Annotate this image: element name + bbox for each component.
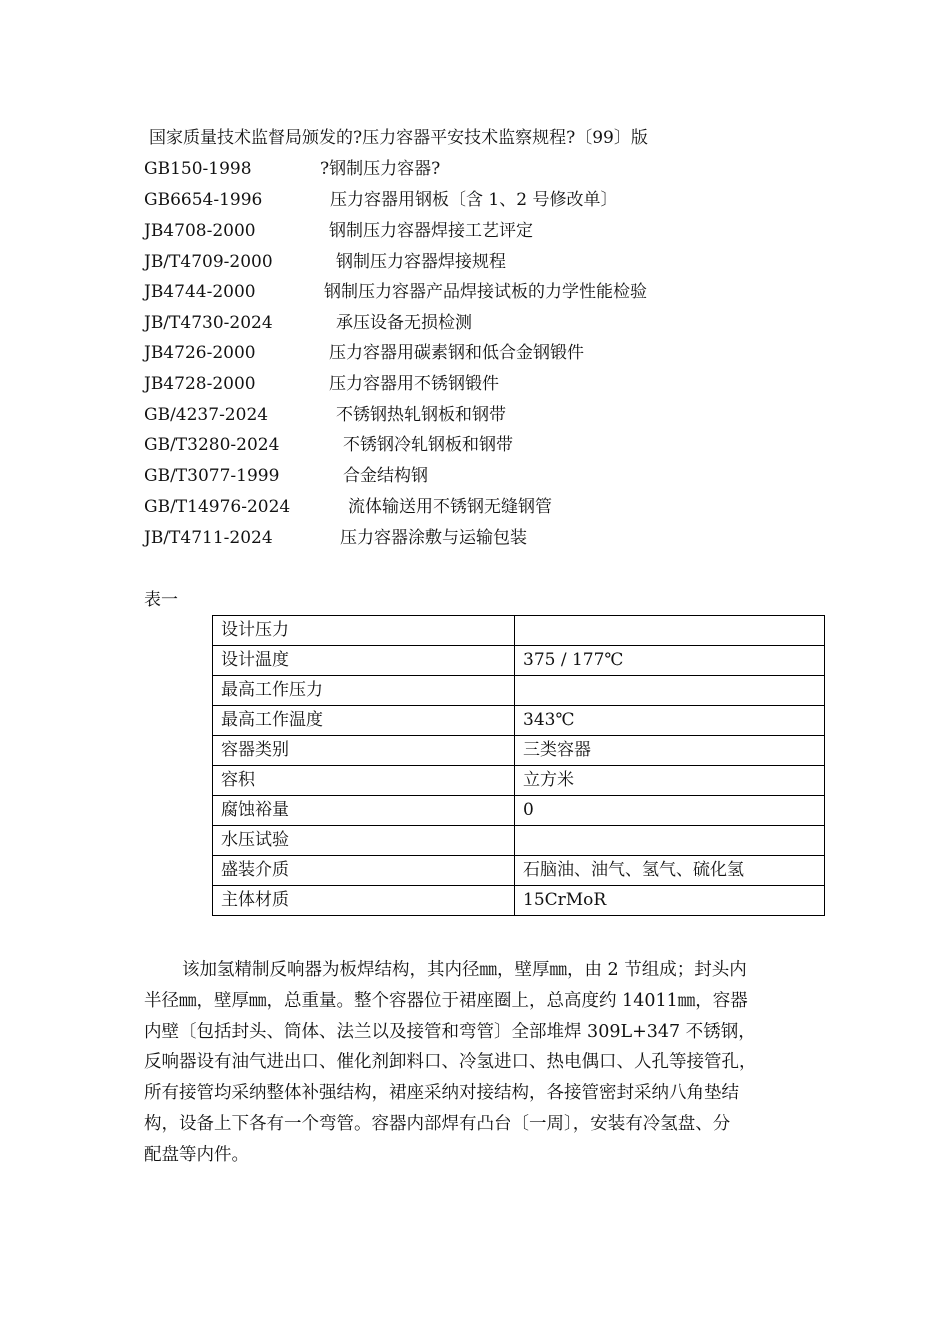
standard-code: GB/T3077-1999 bbox=[144, 466, 280, 486]
paragraph-line-text: 该加氢精制反响器为板焊结构，其内径㎜，壁厚㎜，由 2 节组成；封头内 bbox=[182, 960, 747, 980]
standards-intro: 国家质量技术监督局颁发的?压力容器平安技术监察规程?〔99〕版 bbox=[149, 128, 648, 148]
standard-item bbox=[144, 496, 552, 518]
param-key: 盛装介质 bbox=[213, 856, 515, 886]
standard-code: JB/T4730-2024 bbox=[144, 313, 273, 333]
standard-title: 钢制压力容器焊接工艺评定 bbox=[329, 221, 533, 241]
standard-title: 压力容器用不锈钢锻件 bbox=[329, 374, 499, 394]
standard-title: 压力容器用碳素钢和低合金钢锻件 bbox=[329, 343, 584, 363]
paragraph-line: 配盘等内件。 bbox=[144, 1144, 249, 1165]
param-value: 343℃ bbox=[515, 706, 825, 736]
standard-item bbox=[144, 465, 428, 487]
standard-code: JB/T4711-2024 bbox=[144, 528, 273, 548]
paragraph-line bbox=[144, 955, 824, 986]
param-key: 设计温度 bbox=[213, 646, 515, 676]
standard-code: GB6654-1996 bbox=[144, 190, 263, 210]
standard-code: GB150-1998 bbox=[144, 159, 252, 179]
table-row bbox=[213, 706, 825, 736]
table-row bbox=[213, 856, 825, 886]
standard-item bbox=[144, 373, 499, 395]
standard-title: 不锈钢冷轧钢板和钢带 bbox=[343, 435, 513, 455]
standard-item bbox=[144, 404, 506, 426]
standard-item bbox=[144, 312, 472, 334]
standard-item bbox=[144, 342, 584, 364]
table-row bbox=[213, 826, 825, 856]
standard-title: 合金结构钢 bbox=[343, 466, 428, 486]
standard-code: JB/T4709-2000 bbox=[144, 252, 273, 272]
standard-code: GB/T3280-2024 bbox=[144, 435, 280, 455]
standard-code: JB4708-2000 bbox=[144, 221, 256, 241]
paragraph-line: 反响器设有油气进出口、催化剂卸料口、冷氢进口、热电偶口、人孔等接管孔， bbox=[144, 1052, 757, 1073]
standard-title: 不锈钢热轧钢板和钢带 bbox=[336, 405, 506, 425]
paragraph-line: 所有接管均采纳整体补强结构，裙座采纳对接结构，各接管密封采纳八角垫结 bbox=[144, 1083, 739, 1104]
design-parameters-table bbox=[212, 615, 825, 916]
standard-code: JB4728-2000 bbox=[144, 374, 256, 394]
paragraph-line: 内壁〔包括封头、筒体、法兰以及接管和弯管〕全部堆焊 309L+347 不锈钢， bbox=[144, 1021, 756, 1042]
param-value: 石脑油、油气、氢气、硫化氢 bbox=[515, 856, 825, 886]
standard-title: 压力容器涂敷与运输包装 bbox=[340, 528, 527, 548]
table-row bbox=[213, 616, 825, 646]
param-value bbox=[515, 826, 825, 856]
param-value: 0 bbox=[515, 796, 825, 826]
standard-item bbox=[144, 220, 533, 242]
description-paragraph bbox=[144, 955, 824, 1171]
table-row bbox=[213, 736, 825, 766]
paragraph-line: 构，设备上下各有一个弯管。容器内部焊有凸台〔一周〕，安装有冷氢盘、分 bbox=[144, 1113, 731, 1134]
standard-code: JB4744-2000 bbox=[144, 282, 256, 302]
param-key: 主体材质 bbox=[213, 886, 515, 916]
param-key: 设计压力 bbox=[213, 616, 515, 646]
standard-title: 钢制压力容器产品焊接试板的力学性能检验 bbox=[324, 282, 647, 302]
param-key: 腐蚀裕量 bbox=[213, 796, 515, 826]
standard-item bbox=[144, 434, 513, 456]
standard-item bbox=[144, 527, 527, 549]
standard-code: GB/T14976-2024 bbox=[144, 497, 291, 517]
standard-item bbox=[144, 251, 506, 273]
param-value: 三类容器 bbox=[515, 736, 825, 766]
param-key: 容积 bbox=[213, 766, 515, 796]
standard-code: JB4726-2000 bbox=[144, 343, 256, 363]
param-key: 最高工作压力 bbox=[213, 676, 515, 706]
standard-title: 流体输送用不锈钢无缝钢管 bbox=[348, 497, 552, 517]
param-value: 立方米 bbox=[515, 766, 825, 796]
param-value: 375 / 177℃ bbox=[515, 646, 825, 676]
paragraph-line: 半径㎜，壁厚㎜，总重量。整个容器位于裙座圈上，总高度约 14011㎜，容器 bbox=[144, 990, 748, 1011]
standard-title: 压力容器用钢板〔含 1、2 号修改单〕 bbox=[330, 190, 618, 210]
table-caption: 表一 bbox=[144, 590, 178, 610]
table-row bbox=[213, 796, 825, 826]
param-key: 容器类别 bbox=[213, 736, 515, 766]
table-row bbox=[213, 676, 825, 706]
table-row bbox=[213, 646, 825, 676]
param-value bbox=[515, 676, 825, 706]
standard-item bbox=[144, 281, 647, 303]
standard-item bbox=[144, 158, 441, 180]
table-row bbox=[213, 766, 825, 796]
param-value: 15CrMoR bbox=[515, 886, 825, 916]
standard-item bbox=[144, 189, 618, 211]
standard-title: ?钢制压力容器? bbox=[320, 159, 441, 179]
param-key: 水压试验 bbox=[213, 826, 515, 856]
table-row bbox=[213, 886, 825, 916]
standard-code: GB/4237-2024 bbox=[144, 405, 269, 425]
standard-title: 承压设备无损检测 bbox=[336, 313, 472, 333]
param-value bbox=[515, 616, 825, 646]
standard-title: 钢制压力容器焊接规程 bbox=[336, 252, 506, 272]
param-key: 最高工作温度 bbox=[213, 706, 515, 736]
